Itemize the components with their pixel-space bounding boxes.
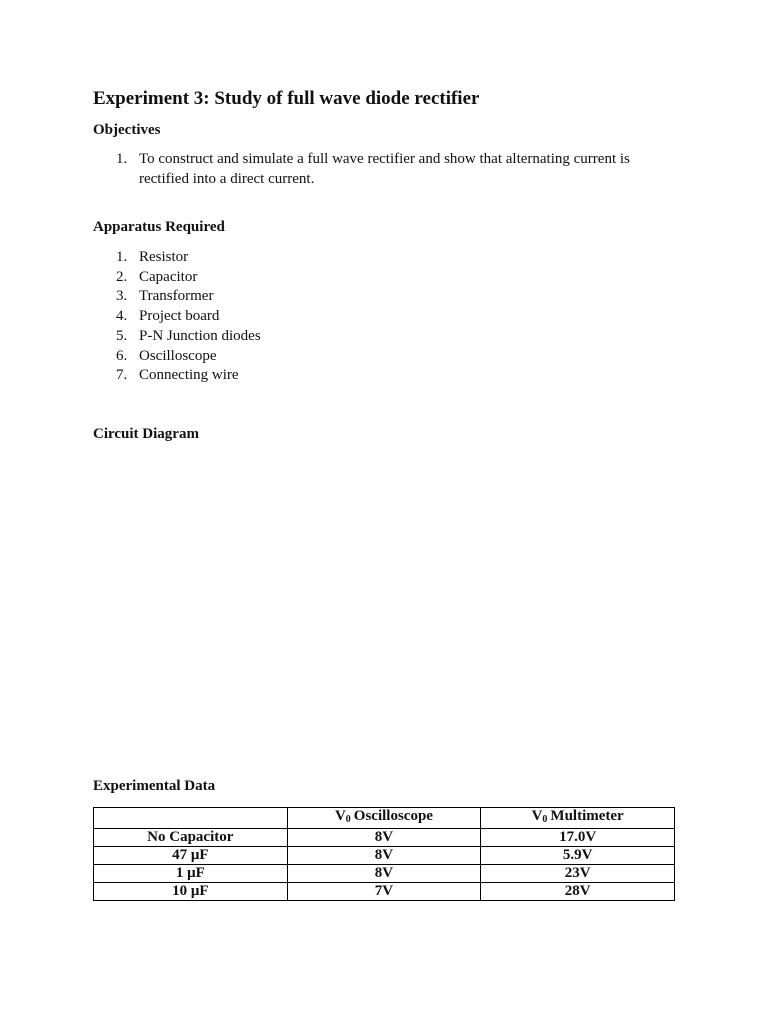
page-title: Experiment 3: Study of full wave diode rectifier xyxy=(93,88,480,109)
table-header-row xyxy=(94,808,675,829)
column-label: Oscilloscope xyxy=(353,808,433,824)
apparatus-item-text: Capacitor xyxy=(139,268,198,285)
apparatus-item-number: 6. xyxy=(116,347,128,364)
table-row xyxy=(94,847,675,865)
condition-cell: 1 μF xyxy=(94,865,288,883)
condition-cell: 10 μF xyxy=(94,883,288,901)
table-header-empty xyxy=(94,808,288,829)
column-symbol: V xyxy=(334,808,346,824)
objectives-list xyxy=(93,150,683,189)
experimental-data-heading: Experimental Data xyxy=(93,778,216,794)
column-label: Multimeter xyxy=(550,808,624,824)
apparatus-item xyxy=(93,347,493,367)
table-header-oscilloscope xyxy=(287,808,481,829)
apparatus-item xyxy=(93,366,493,386)
oscilloscope-cell: 8V xyxy=(287,847,481,865)
oscilloscope-cell: 7V xyxy=(287,883,481,901)
multimeter-cell: 28V xyxy=(481,883,675,901)
experimental-data-table xyxy=(93,807,675,901)
apparatus-item-number: 3. xyxy=(116,288,128,305)
apparatus-item-text: Project board xyxy=(139,308,220,325)
objective-item xyxy=(93,150,683,189)
apparatus-item xyxy=(93,327,493,347)
apparatus-item-number: 4. xyxy=(116,308,128,325)
objective-item-number: 1. xyxy=(116,151,128,167)
apparatus-item-text: P-N Junction diodes xyxy=(139,327,261,344)
table-row xyxy=(94,829,675,847)
apparatus-item xyxy=(93,287,493,307)
condition-cell: No Capacitor xyxy=(94,829,288,847)
objective-item-text: To construct and simulate a full wave rectifier and show that alternating current is rectified into a direct current. xyxy=(139,151,630,187)
circuit-diagram-heading: Circuit Diagram xyxy=(93,426,199,442)
apparatus-item xyxy=(93,268,493,288)
column-symbol-subscript: 0 xyxy=(542,814,548,825)
table-header-multimeter xyxy=(481,808,675,829)
multimeter-cell: 23V xyxy=(481,865,675,883)
oscilloscope-cell: 8V xyxy=(287,829,481,847)
column-symbol-subscript: 0 xyxy=(345,814,351,825)
apparatus-item xyxy=(93,248,493,268)
apparatus-list xyxy=(93,248,493,386)
apparatus-item-text: Oscilloscope xyxy=(139,347,217,364)
apparatus-item-text: Resistor xyxy=(139,249,189,265)
column-symbol: V xyxy=(531,808,543,824)
objectives-heading: Objectives xyxy=(93,122,161,138)
multimeter-cell: 5.9V xyxy=(481,847,675,865)
apparatus-heading: Apparatus Required xyxy=(93,219,225,235)
table-row xyxy=(94,883,675,901)
apparatus-item-text: Connecting wire xyxy=(139,367,239,384)
multimeter-cell: 17.0V xyxy=(481,829,675,847)
apparatus-item-number: 2. xyxy=(116,268,128,285)
oscilloscope-cell: 8V xyxy=(287,865,481,883)
apparatus-item-text: Transformer xyxy=(139,288,214,305)
condition-cell: 47 μF xyxy=(94,847,288,865)
apparatus-item xyxy=(93,307,493,327)
apparatus-item-number: 5. xyxy=(116,327,128,344)
apparatus-item-number: 7. xyxy=(116,367,128,384)
table-row xyxy=(94,865,675,883)
apparatus-item-number: 1. xyxy=(116,249,128,265)
